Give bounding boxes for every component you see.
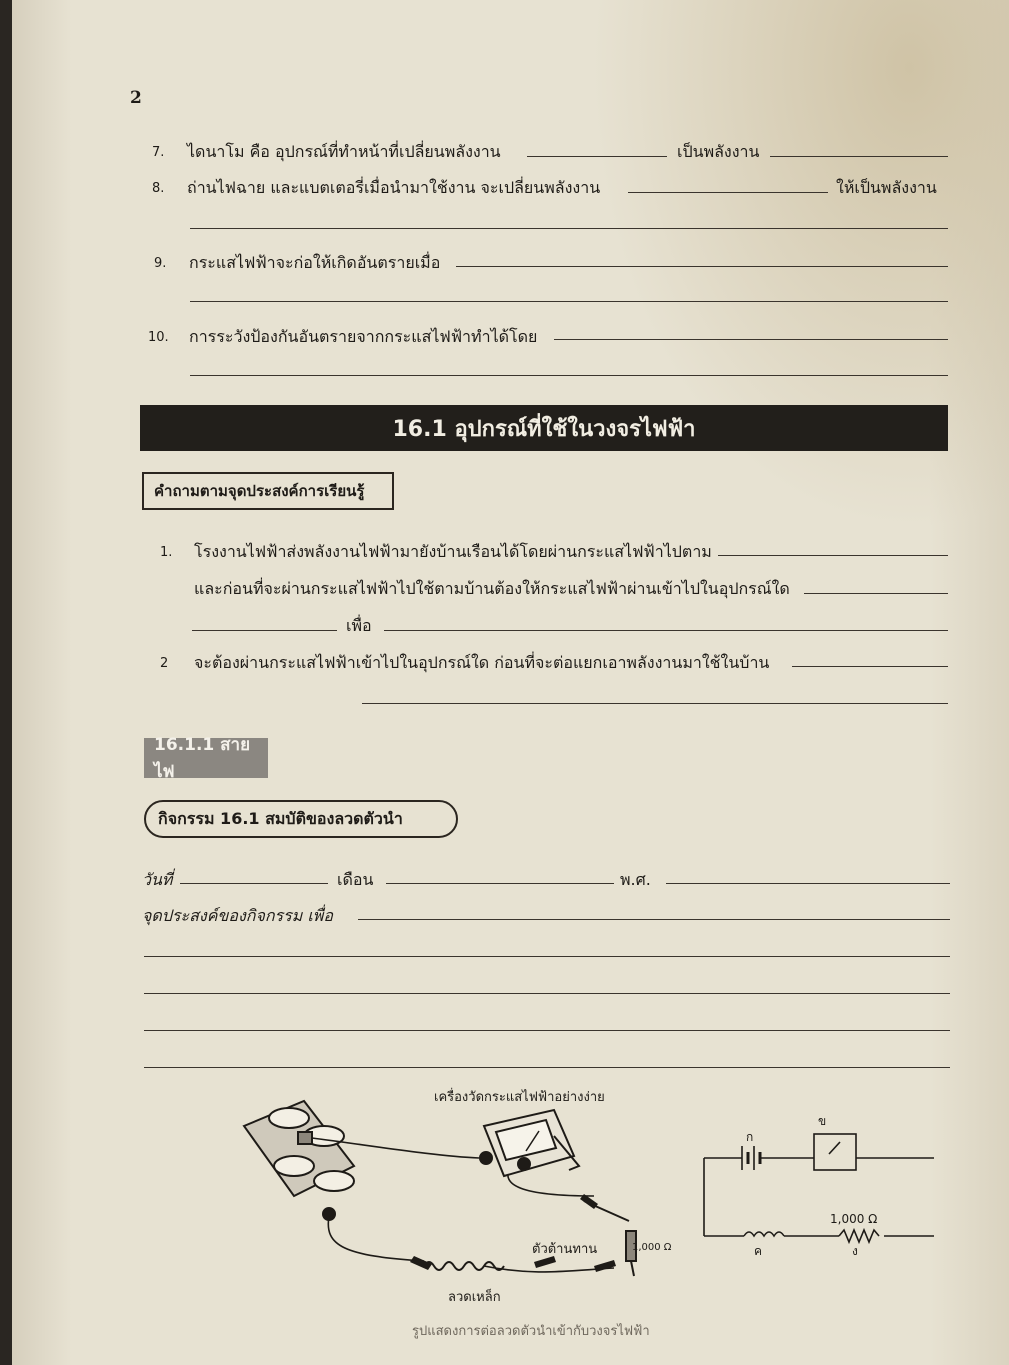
alligator-clips xyxy=(410,1194,616,1272)
question-7-number: 7. xyxy=(152,145,165,160)
circuit-label-d: ง xyxy=(852,1244,858,1258)
question-10-text: การระวังป้องกันอันตรายจากกระแสไฟฟ้าทำได้โดย xyxy=(189,327,538,346)
month-label: เดือน xyxy=(337,870,374,889)
answer-line[interactable] xyxy=(718,555,948,556)
objective-2-number: 2 xyxy=(160,656,169,671)
answer-line[interactable] xyxy=(362,703,948,704)
answer-line[interactable] xyxy=(190,375,948,376)
circuit-label-a: ก xyxy=(746,1130,754,1144)
meter-label: เครื่องวัดกระแสไฟฟ้าอย่างง่าย xyxy=(434,1090,605,1105)
objective-1-line1: โรงงานไฟฟ้าส่งพลังงานไฟฟ้ามายังบ้านเรือนได้โดยผ่านกระแสไฟฟ้าไปตาม xyxy=(194,542,712,561)
activity-title: กิจกรรม 16.1 สมบัติของลวดตัวนำ xyxy=(144,800,458,838)
day-label: วันที่ xyxy=(142,870,173,889)
question-8-text: ถ่านไฟฉาย และแบตเตอรี่เมื่อนำมาใช้งาน จะเปลี่ยนพลังงาน xyxy=(187,178,601,197)
resistor-value-small: 1,000 Ω xyxy=(632,1242,672,1253)
answer-line[interactable] xyxy=(804,593,948,594)
year-field[interactable] xyxy=(666,883,950,884)
section-banner: 16.1 อุปกรณ์ที่ใช้ในวงจรไฟฟ้า xyxy=(140,405,948,451)
answer-line[interactable] xyxy=(792,666,948,667)
experiment-illustration xyxy=(234,1096,934,1311)
circuit-label-c: ค xyxy=(754,1244,763,1258)
question-10-number: 10. xyxy=(148,330,169,345)
circuit-label-b: ข xyxy=(818,1114,827,1128)
answer-line[interactable] xyxy=(144,1030,950,1031)
circuit-resistor-value: 1,000 Ω xyxy=(830,1212,878,1226)
answer-line[interactable] xyxy=(628,192,828,193)
year-label: พ.ศ. xyxy=(620,870,651,889)
answer-line[interactable] xyxy=(144,1067,950,1068)
purpose-label: จุดประสงค์ของกิจกรรม เพื่อ xyxy=(142,906,333,925)
meter xyxy=(480,1110,579,1176)
day-field[interactable] xyxy=(180,883,328,884)
purpose-field[interactable] xyxy=(358,919,950,920)
answer-line[interactable] xyxy=(770,156,948,157)
wire-label: ลวดเหล็ก xyxy=(448,1290,501,1305)
answer-line[interactable] xyxy=(384,630,948,631)
objective-heading-box: คำถามตามจุดประสงค์การเรียนรู้ xyxy=(142,472,394,510)
question-8-text-b: ให้เป็นพลังงาน xyxy=(836,178,937,197)
objective-1-line3: เพื่อ xyxy=(346,616,372,635)
answer-line[interactable] xyxy=(190,301,948,302)
objective-2-line1: จะต้องผ่านกระแสไฟฟ้าเข้าไปในอุปกรณ์ใด ก่อนที่จะต่อแยกเอาพลังงานมาใช้ในบ้าน xyxy=(194,653,770,672)
answer-line[interactable] xyxy=(190,228,948,229)
battery-pack xyxy=(244,1101,354,1220)
answer-line[interactable] xyxy=(144,956,950,957)
figure-caption: รูปแสดงการต่อลวดตัวนำเข้ากับวงจรไฟฟ้า xyxy=(412,1324,650,1339)
question-9-number: 9. xyxy=(154,256,167,271)
answer-line[interactable] xyxy=(192,630,337,631)
circuit-diagram xyxy=(704,1134,934,1242)
objective-1-number: 1. xyxy=(160,545,173,560)
question-8-number: 8. xyxy=(152,181,165,196)
answer-line[interactable] xyxy=(456,266,948,267)
question-9-text: กระแสไฟฟ้าจะก่อให้เกิดอันตรายเมื่อ xyxy=(189,253,441,272)
worksheet-page xyxy=(12,0,1009,1365)
question-7-text-b: เป็นพลังงาน xyxy=(677,142,760,161)
resistor-label: ตัวต้านทาน xyxy=(532,1242,598,1257)
page-number: 2 xyxy=(130,88,142,108)
objective-1-line2: และก่อนที่จะผ่านกระแสไฟฟ้าไปใช้ตามบ้านต้องให้กระแสไฟฟ้าผ่านเข้าไปในอุปกรณ์ใด xyxy=(194,579,790,598)
answer-line[interactable] xyxy=(527,156,667,157)
answer-line[interactable] xyxy=(554,339,948,340)
answer-line[interactable] xyxy=(144,993,950,994)
subsection-heading: 16.1.1 สายไฟ xyxy=(144,738,268,778)
iron-wire-coil xyxy=(424,1262,504,1270)
month-field[interactable] xyxy=(386,883,614,884)
question-7-text: ไดนาโม คือ อุปกรณ์ที่ทำหน้าที่เปลี่ยนพลังงาน xyxy=(187,142,501,161)
